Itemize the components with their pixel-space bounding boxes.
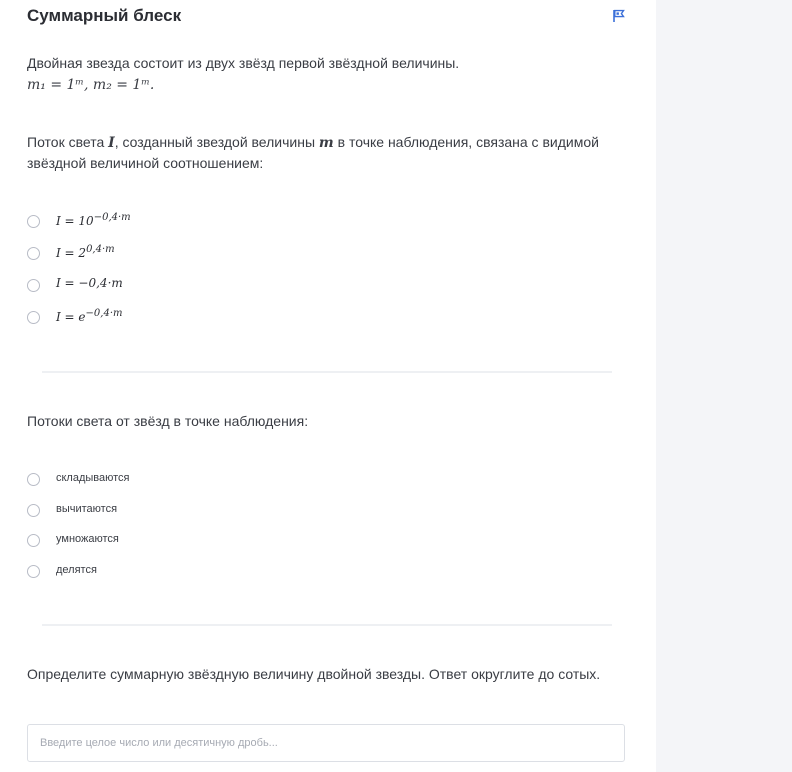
- q1-option-3-label: I = −0,4·m: [56, 276, 123, 290]
- q1-option-1-label: $I = 10^{-0,4\cdot m}$: [56, 212, 131, 228]
- radio-button[interactable]: [27, 565, 40, 578]
- answer-input[interactable]: [28, 725, 624, 761]
- intro-text: Двойная звезда состоит из двух звёзд первой звёздной величины.: [27, 55, 460, 71]
- question-3-text: Определите суммарную звёздную величину двойной звезды. Ответ округлите до сотых.: [27, 666, 601, 682]
- radio-button[interactable]: [27, 215, 40, 228]
- radio-button[interactable]: [27, 311, 40, 324]
- intro-formula: m₁ = 1ᵐ, m₂ = 1ᵐ.: [27, 77, 155, 93]
- question-1-text-middle: , созданный звездой величины: [114, 134, 319, 150]
- question-2-text: Потоки света от звёзд в точке наблюдения:: [27, 413, 309, 429]
- q2-option-1-label: складываются: [56, 472, 130, 484]
- divider: [42, 371, 612, 373]
- q2-option-3-label: умножаются: [56, 533, 119, 545]
- q2-option-1[interactable]: [27, 469, 130, 489]
- variable-m: m: [318, 135, 334, 151]
- divider: [42, 624, 612, 626]
- variable-I: I: [108, 135, 115, 151]
- q1-option-2-label: $I = 2^{0,4\cdot m}$: [56, 244, 115, 260]
- answer-field[interactable]: [27, 724, 625, 762]
- q1-option-4-label: $I = e^{-0,4\cdot m}$: [56, 308, 123, 324]
- q2-option-4[interactable]: [27, 561, 97, 581]
- radio-button[interactable]: [27, 504, 40, 517]
- radio-button[interactable]: [27, 473, 40, 486]
- flag-icon[interactable]: [611, 8, 627, 24]
- question-1-text-before: Поток света: [27, 134, 109, 150]
- q2-option-3[interactable]: [27, 530, 119, 550]
- radio-button[interactable]: [27, 534, 40, 547]
- q2-option-4-label: делятся: [56, 564, 97, 576]
- q2-option-2[interactable]: [27, 500, 118, 520]
- q1-option-1[interactable]: [27, 211, 131, 231]
- question-1-text-after: в точке наблюдения, связана с видимой звёздной величиной соотношением:: [27, 134, 599, 171]
- task-title: Суммарный блеск: [27, 6, 182, 25]
- radio-button[interactable]: [27, 279, 40, 292]
- q1-option-4[interactable]: [27, 307, 123, 327]
- q2-option-2-label: вычитаются: [56, 503, 118, 515]
- q1-option-3[interactable]: [27, 275, 123, 295]
- radio-button[interactable]: [27, 247, 40, 260]
- question-1-text: [27, 132, 627, 173]
- q1-option-2[interactable]: [27, 243, 115, 263]
